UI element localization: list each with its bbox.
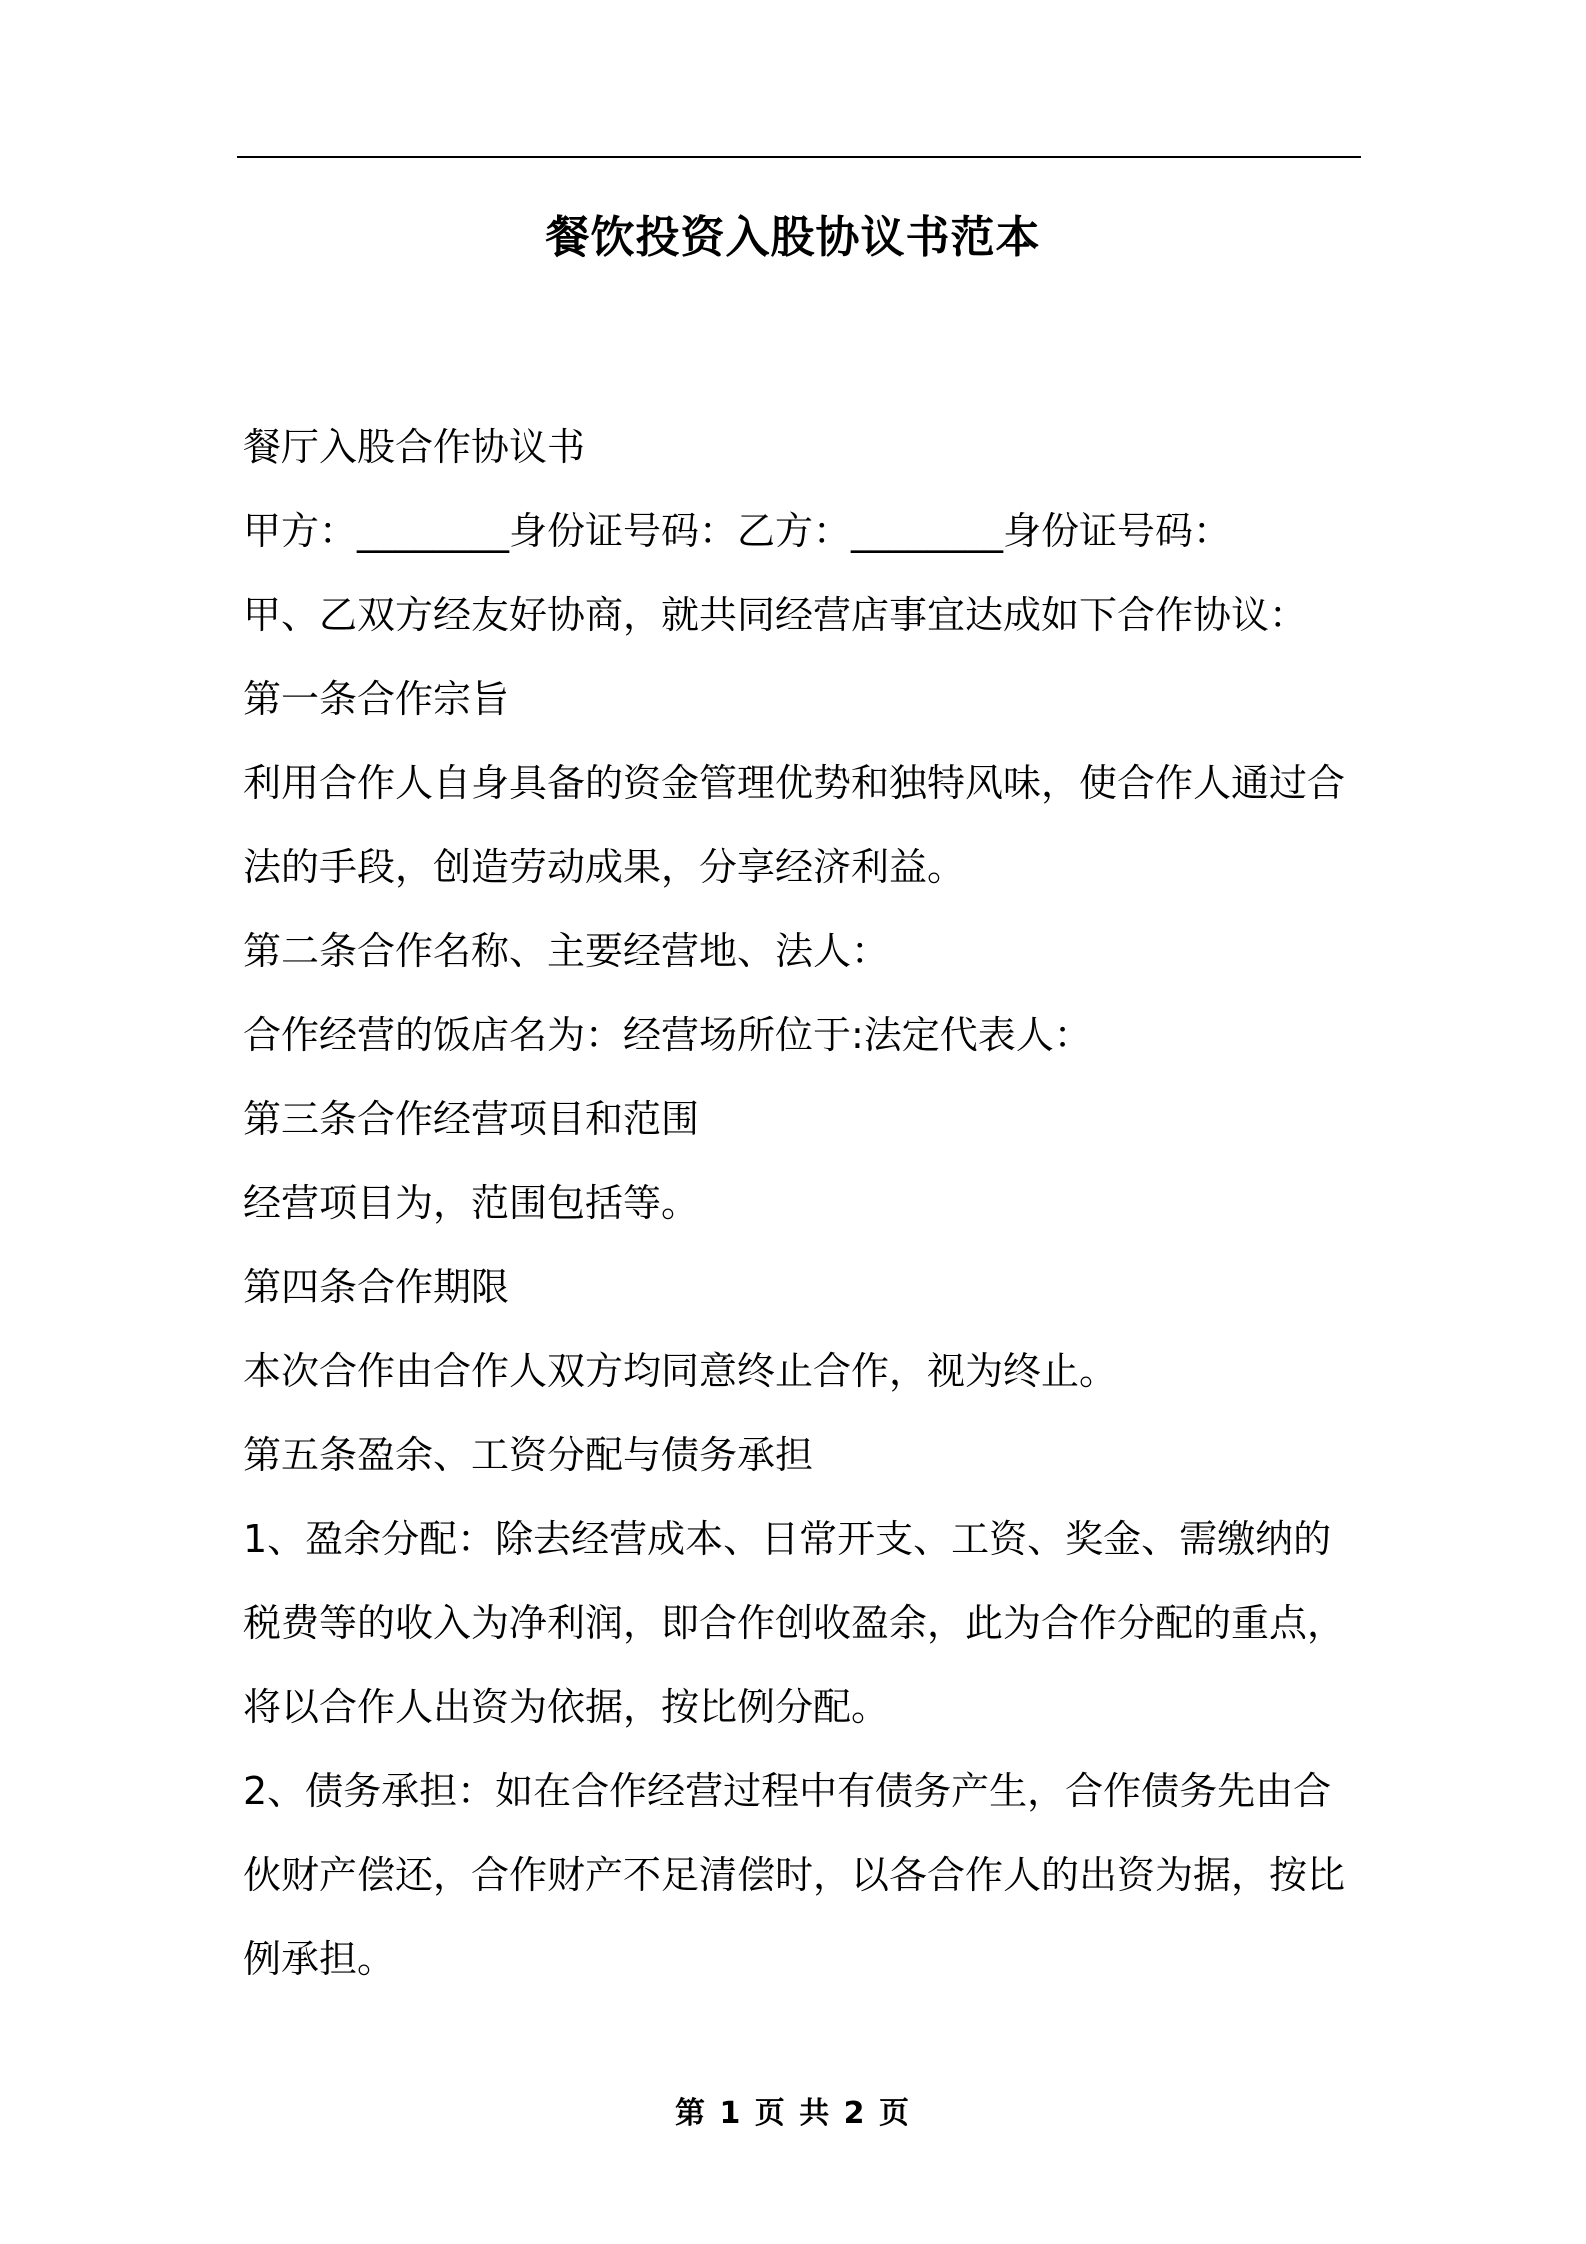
page-number-footer: 第 1 页 共 2 页 [675, 2096, 911, 2131]
article-3-heading: 第三条合作经营项目和范围 [243, 1097, 700, 1141]
article-5-clause-1: 1、盈余分配：除去经营成本、日常开支、工资、奖金、需缴纳的税费等的收入为净利润，即合作创收盈余，此为合作分配的重点，将以合作人出资为依据，按比例分配。 [243, 1517, 1346, 1729]
header-rule [237, 156, 1361, 158]
article-5-clause-2: 2、债务承担：如在合作经营过程中有债务产生，合作债务先由合伙财产偿还，合作财产不足清偿时，以各合作人的出资为据，按比例承担。 [243, 1769, 1346, 1981]
document-body [243, 405, 1361, 2001]
document-title: 餐饮投资入股协议书范本 [545, 212, 1041, 263]
article-1-text: 利用合作人自身具备的资金管理优势和独特风味，使合作人通过合法的手段，创造劳动成果，分享经济利益。 [243, 761, 1346, 889]
article-4-text: 本次合作由合作人双方均同意终止合作，视为终止。 [243, 1349, 1118, 1393]
paragraph-subtitle: 餐厅入股合作协议书 [243, 425, 586, 469]
article-4-heading: 第四条合作期限 [243, 1265, 510, 1309]
article-2-heading: 第二条合作名称、主要经营地、法人： [243, 929, 890, 973]
article-2-text: 合作经营的饭店名为：经营场所位于:法定代表人： [243, 1013, 1092, 1057]
article-3-text: 经营项目为，范围包括等。 [243, 1181, 700, 1225]
article-1-heading: 第一条合作宗旨 [243, 677, 510, 721]
paragraph-preamble: 甲、乙双方经友好协商，就共同经营店事宜达成如下合作协议： [243, 593, 1308, 637]
paragraph-parties: 甲方：________身份证号码：乙方：________身份证号码： [243, 509, 1232, 553]
article-5-heading: 第五条盈余、工资分配与债务承担 [243, 1433, 814, 1477]
